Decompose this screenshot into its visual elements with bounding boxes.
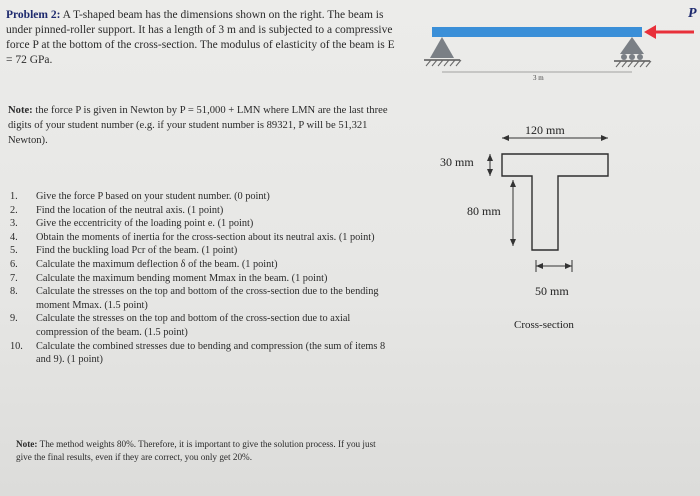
flange-thickness-label: 30 mm	[440, 155, 474, 169]
t-section-outline	[502, 154, 608, 250]
beam-length-label: 3 m	[533, 74, 544, 82]
task-text: Find the buckling load Pcr of the beam. (1 point)	[36, 245, 238, 257]
force-note-label: Note:	[8, 105, 33, 116]
force-note-text: the force P is given in Newton by P = 51,000 + LMN where LMN are the last three digits of your student number (e.g. if your student number is 89321, P will be 51,321 Newton).	[8, 105, 388, 146]
web-height-label: 80 mm	[467, 204, 501, 218]
task-text: Obtain the moments of inertia for the cross-section about its neutral axis. (1 point)	[36, 231, 375, 243]
task-item	[8, 217, 388, 231]
task-text: Give the force P based on your student number. (0 point)	[36, 191, 270, 202]
cross-section-diagram	[412, 110, 700, 340]
task-number: 8.	[10, 286, 18, 298]
load-arrow	[644, 25, 656, 39]
task-item	[8, 258, 388, 272]
task-text: Calculate the stresses on the top and bottom of the cross-section due to axial compression of the beam. (1.5 point)	[36, 313, 351, 338]
ground-hatch-left	[426, 60, 461, 66]
task-text: Calculate the maximum deflection δ of the beam. (1 point)	[36, 258, 278, 270]
task-item	[8, 285, 388, 312]
task-item	[8, 190, 388, 204]
task-number: 4.	[10, 231, 18, 243]
task-number: 9.	[10, 313, 18, 325]
task-item	[8, 204, 388, 218]
method-note-text: The method weights 80%. Therefore, it is important to give the solution process. If you just give the final results, even if they are correct, you only get 20%.	[16, 439, 376, 462]
task-item	[8, 312, 388, 339]
roller-support	[620, 37, 644, 54]
force-note	[8, 103, 393, 148]
beam	[432, 27, 642, 37]
problem-heading: Problem 2:	[6, 9, 61, 21]
method-note	[16, 438, 386, 464]
pin-support	[430, 37, 454, 58]
task-number: 7.	[10, 272, 18, 284]
task-number: 2.	[10, 204, 18, 216]
task-number: 5.	[10, 245, 18, 257]
task-list	[8, 190, 388, 367]
task-item	[8, 244, 388, 258]
flange-width-label: 120 mm	[525, 123, 565, 137]
method-note-label: Note:	[16, 439, 38, 449]
task-text: Calculate the maximum bending moment Mmax in the beam. (1 point)	[36, 272, 328, 284]
problem-paragraph	[6, 8, 398, 68]
problem-statement	[6, 8, 398, 68]
task-item	[8, 340, 388, 367]
task-item	[8, 272, 388, 286]
task-number: 6.	[10, 258, 18, 270]
ground-hatch-right	[616, 61, 651, 67]
problem-text: A T-shaped beam has the dimensions shown on the right. The beam is under pinned-roller support. It has a length of 3 m and is subjected to a compressive force P at the bottom of the cross-section. The modulus of elasticity of the beam is E = 72 GPa.	[6, 9, 395, 66]
beam-diagram	[412, 0, 700, 100]
task-number: 10.	[10, 340, 23, 352]
task-number: 3.	[10, 218, 18, 230]
task-item	[8, 231, 388, 245]
task-text: Give the eccentricity of the loading point e. (1 point)	[36, 218, 254, 230]
task-text: Calculate the stresses on the top and bottom of the cross-section due to the bending moment Mmax. (1.5 point)	[36, 286, 379, 311]
web-width-label: 50 mm	[535, 284, 569, 298]
cross-section-caption: Cross-section	[514, 319, 574, 331]
task-number: 1.	[10, 191, 18, 202]
task-text: Calculate the combined stresses due to bending and compression (the sum of items 8 and 9). (1 point)	[36, 340, 386, 366]
load-label: P	[688, 6, 697, 21]
task-text: Find the location of the neutral axis. (1 point)	[36, 204, 224, 216]
